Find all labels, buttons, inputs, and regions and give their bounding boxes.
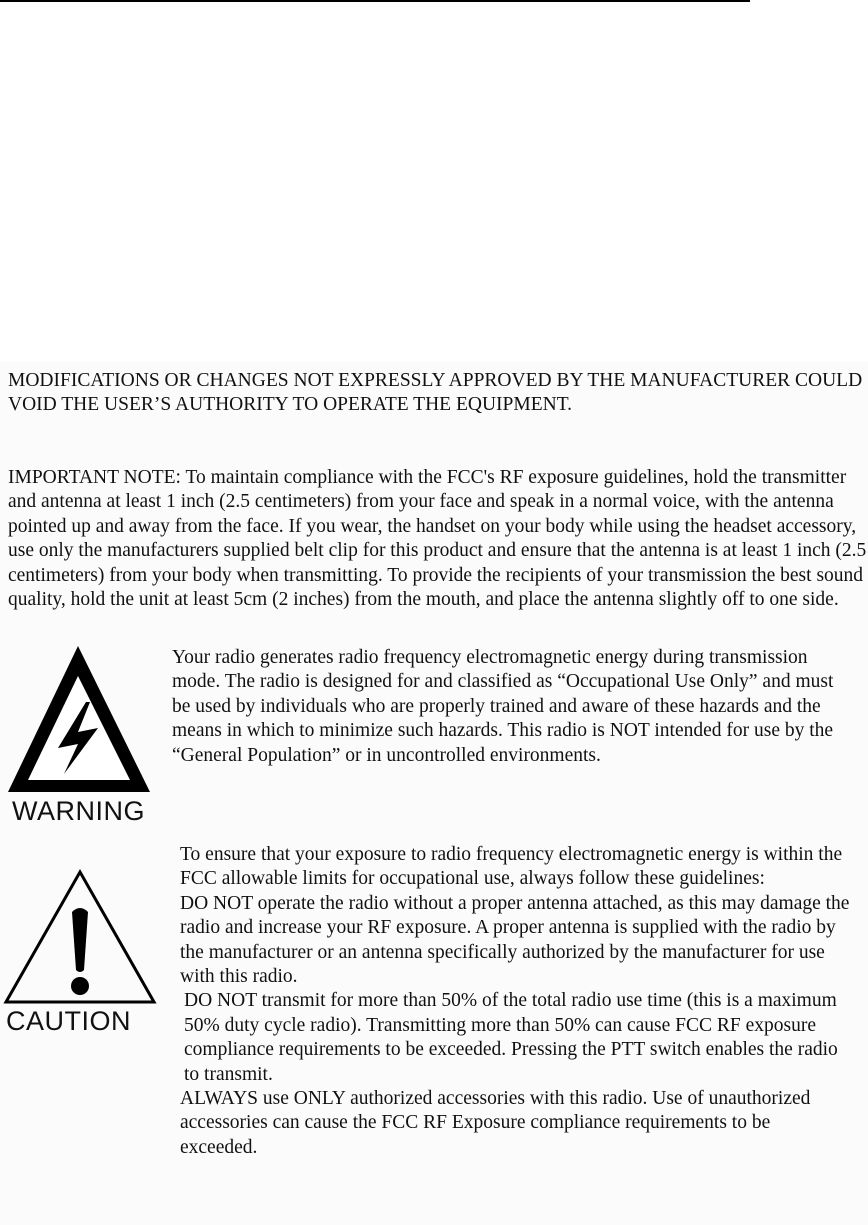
caution-item: DO NOT transmit for more than 50% of the total radio use time (this is a maximum 50% duty cycle radio). Transmitting more than 50% can cause FCC RF exposure compliance requirements to be exceeded. Pressing the PTT switch enables the radio to transmit.: [184, 990, 838, 1085]
important-note: IMPORTANT NOTE: To maintain compliance with the FCC's RF exposure guidelines, hold the transmitter and antenna at least 1 inch (2.5 centimeters) from your face and speak in a normal voice, with the antenna pointed up and away from the face. If you wear, the handset on your body while using the headset accessory, use only the manufacturers supplied belt clip for this product and ensure that the antenna is at least 1 inch (2.5 centimeters) from your body when transmitting. To provide the recipients of your transmission the best sound quality, hold the unit at least 5cm (2 inches) from the mouth, and place the antenna slightly off to one side.: [8, 467, 867, 611]
caution-text-block: [180, 843, 850, 1160]
modifications-notice: MODIFICATIONS OR CHANGES NOT EXPRESSLY APPROVED BY THE MANUFACTURER COULD VOID THE USER’S AUTHORITY TO OPERATE THE EQUIPMENT.: [8, 370, 863, 416]
caution-label: CAUTION: [6, 1006, 131, 1036]
caution-intro: To ensure that your exposure to radio frequency electromagnetic energy is within the FCC allowable limits for occupational use, always follow these guidelines:: [180, 844, 843, 890]
warning-label: WARNING: [12, 796, 145, 826]
caution-item: DO NOT operate the radio without a proper antenna attached, as this may damage the radio and increase your RF exposure. A proper antenna is supplied with the radio by the manufacturer or an antenna specifically authorized by the manufacturer for use with this radio.: [180, 892, 850, 988]
caution-item: ALWAYS use ONLY authorized accessories with this radio. Use of unauthorized accessories can cause the FCC RF Exposure compliance requirements to be exceeded.: [180, 1088, 811, 1158]
top-rule: [0, 0, 750, 2]
warning-text: Your radio generates radio frequency electromagnetic energy during transmission mode. The radio is designed for and classified as “Occupational Use Only” and must be used by individuals who are properly trained and aware of these hazards and the means in which to minimize such hazards. This radio is NOT intended for use by the “General Population” or in uncontrolled environments.: [172, 647, 834, 766]
